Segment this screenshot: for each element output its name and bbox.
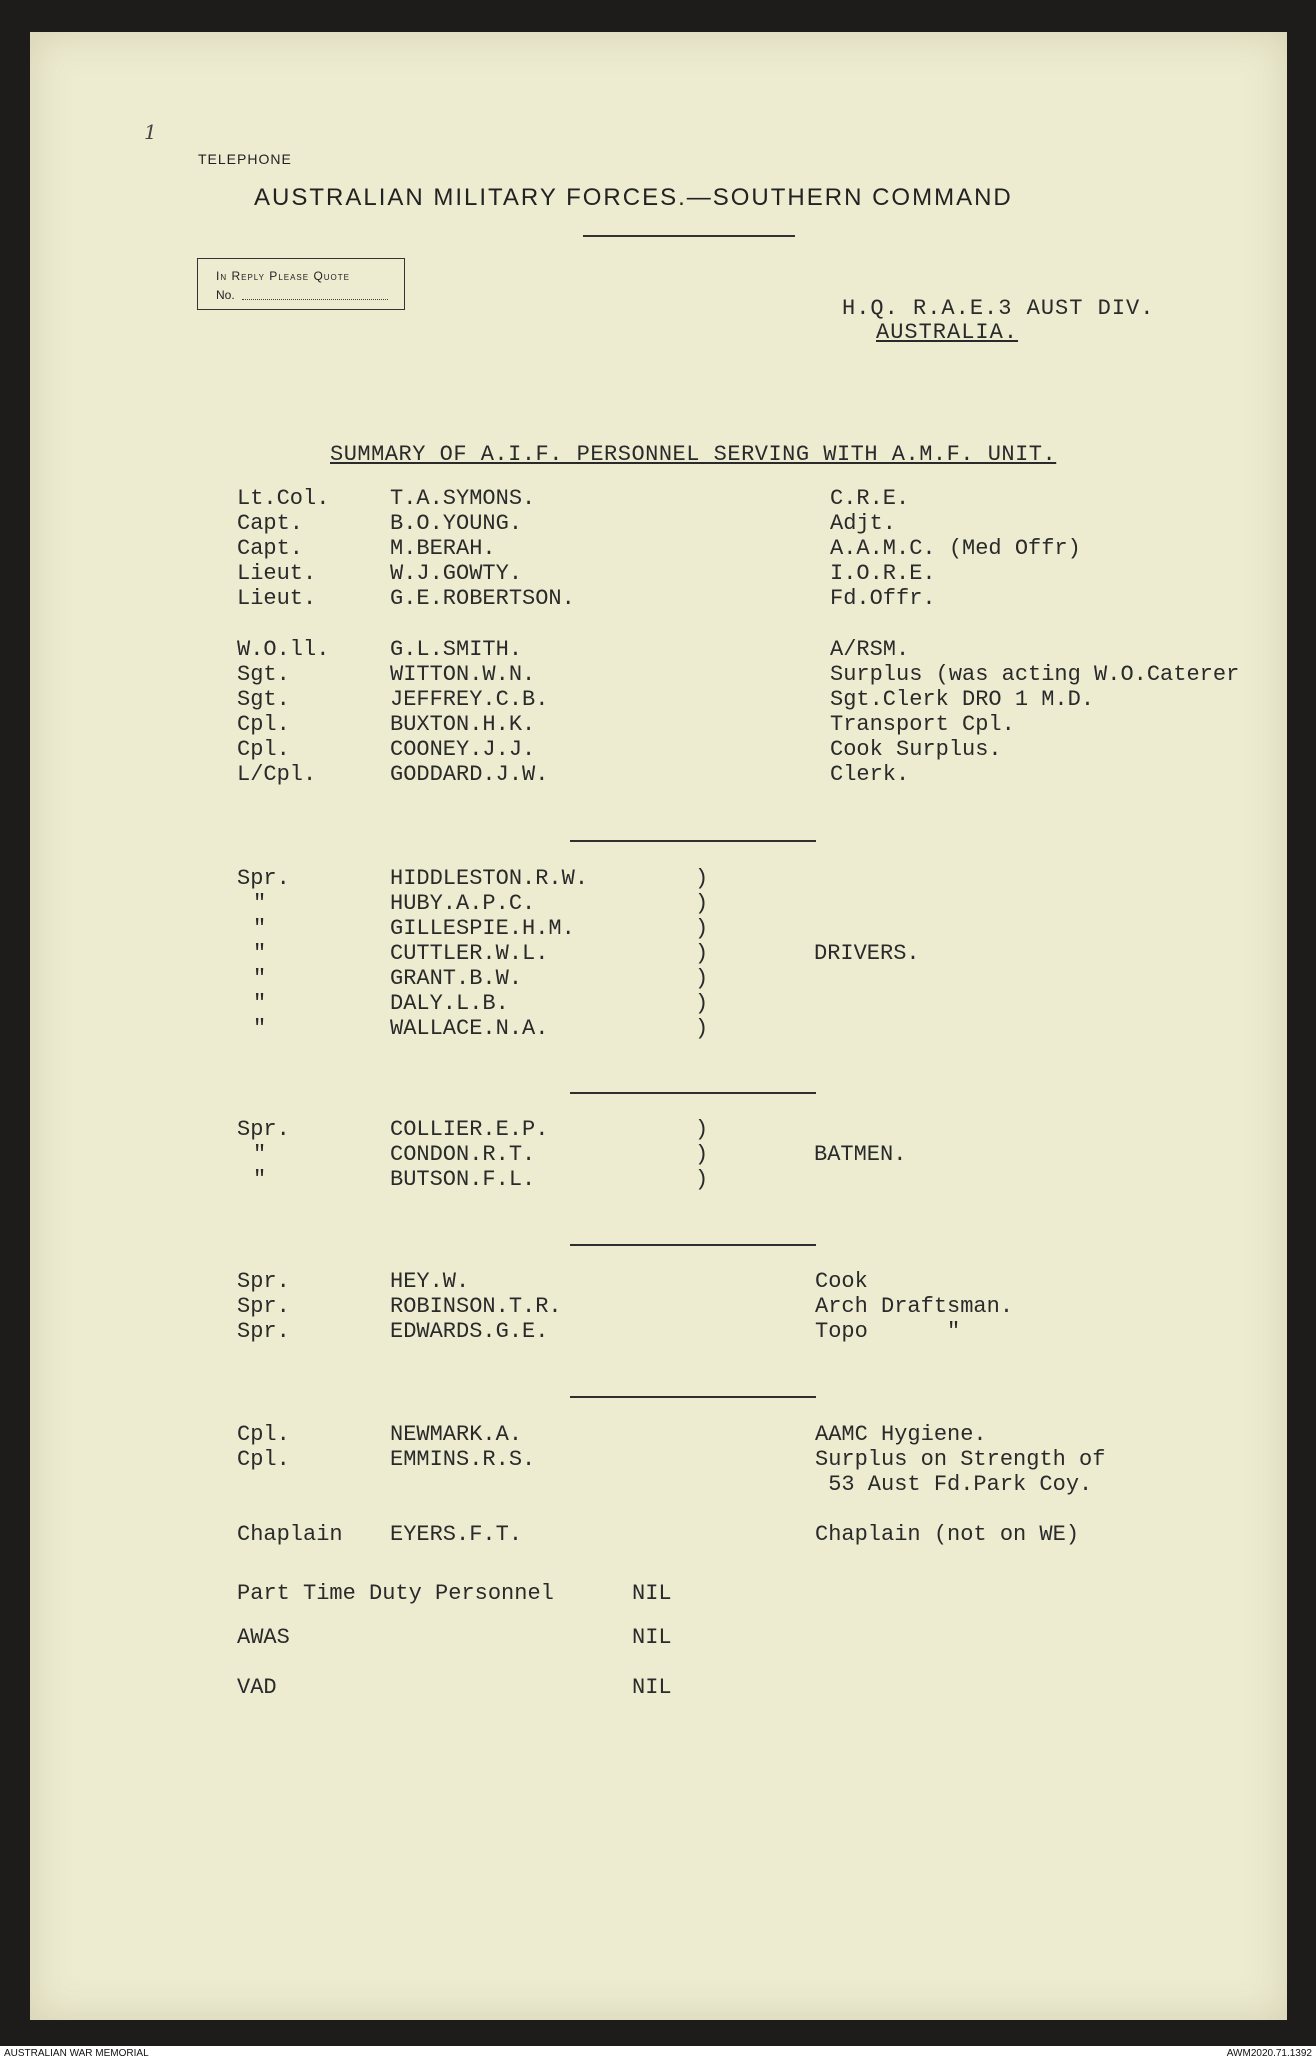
role: Cook Surplus. — [830, 737, 1002, 762]
role: Chaplain (not on WE) — [815, 1522, 1080, 1547]
role: C.R.E. — [830, 486, 910, 511]
rank: " — [253, 1167, 267, 1192]
rank: Lt.Col. — [237, 486, 330, 511]
sapper-row — [30, 1294, 1287, 1319]
name: NEWMARK.A. — [390, 1422, 523, 1447]
role: A.A.M.C. (Med Offr) — [830, 536, 1081, 561]
officer-row — [30, 486, 1287, 511]
nil-label: VAD — [237, 1675, 277, 1700]
chaplain-row — [30, 1522, 1287, 1547]
name: B.O.YOUNG. — [390, 511, 523, 536]
corporal-row — [30, 1447, 1287, 1472]
officer-row — [30, 586, 1287, 611]
driver-row — [30, 866, 1287, 891]
rank: Cpl. — [237, 712, 290, 737]
headquarters-line: H.Q. R.A.E.3 AUST DIV. — [842, 296, 1155, 321]
rank: Cpl. — [237, 1422, 290, 1447]
reply-reference-box — [197, 258, 405, 310]
nco-row — [30, 687, 1287, 712]
rank: " — [253, 991, 267, 1016]
nco-row — [30, 762, 1287, 787]
section-divider — [570, 1396, 816, 1398]
name: ROBINSON.T.R. — [390, 1294, 562, 1319]
rank: Spr. — [237, 1269, 290, 1294]
role-continuation: 53 Aust Fd.Park Coy. — [815, 1472, 1093, 1497]
name: GRANT.B.W. — [390, 966, 523, 991]
section-divider — [570, 1244, 816, 1246]
rank: Chaplain — [237, 1522, 343, 1547]
name: WITTON.W.N. — [390, 662, 536, 687]
driver-row — [30, 1016, 1287, 1041]
name: CONDON.R.T. — [390, 1142, 536, 1167]
driver-row — [30, 916, 1287, 941]
sapper-row — [30, 1319, 1287, 1344]
name: W.J.GOWTY. — [390, 561, 523, 586]
role: Arch Draftsman. — [815, 1294, 1014, 1319]
document-title: SUMMARY OF A.I.F. PERSONNEL SERVING WITH A.M.F. UNIT. — [330, 442, 1057, 467]
archive-footer — [0, 2046, 1316, 2061]
name: COONEY.J.J. — [390, 737, 536, 762]
rank: " — [253, 966, 267, 991]
nil-label: Part Time Duty Personnel — [237, 1581, 554, 1606]
name: BUTSON.F.L. — [390, 1167, 536, 1192]
name: WALLACE.N.A. — [390, 1016, 549, 1041]
telephone-label: TELEPHONE — [198, 151, 292, 167]
name: JEFFREY.C.B. — [390, 687, 549, 712]
rank: Capt. — [237, 511, 304, 536]
headquarters-country: AUSTRALIA. — [876, 320, 1019, 345]
drivers-label: DRIVERS. — [814, 941, 920, 966]
section-divider — [570, 840, 816, 842]
rank: W.O.ll. — [237, 637, 330, 662]
batman-row — [30, 1167, 1287, 1192]
name: M.BERAH. — [390, 536, 496, 561]
rank: Spr. — [237, 1294, 290, 1319]
name: HEY.W. — [390, 1269, 470, 1294]
rank: " — [253, 941, 267, 966]
letterhead-title: AUSTRALIAN MILITARY FORCES.—SOUTHERN COMMAND — [254, 184, 1013, 211]
rank: Cpl. — [237, 737, 290, 762]
name: EDWARDS.G.E. — [390, 1319, 549, 1344]
nco-row — [30, 737, 1287, 762]
role: Surplus (was acting W.O.Caterer — [830, 662, 1240, 687]
rank: Sgt. — [237, 662, 290, 687]
role: AAMC Hygiene. — [815, 1422, 987, 1447]
reply-number-dotted-line — [242, 299, 388, 300]
role: Adjt. — [830, 511, 897, 536]
name: G.L.SMITH. — [390, 637, 523, 662]
reply-number-label: No. — [216, 288, 235, 302]
nil-label: AWAS — [237, 1625, 290, 1650]
driver-row — [30, 991, 1287, 1016]
name: HUBY.A.P.C. — [390, 891, 536, 916]
corporal-continuation — [30, 1472, 1287, 1497]
role: Clerk. — [830, 762, 910, 787]
accession-number: AWM2020.71.1392 — [1226, 2048, 1312, 2059]
rank: Spr. — [237, 1319, 290, 1344]
driver-row — [30, 966, 1287, 991]
name: DALY.L.B. — [390, 991, 509, 1016]
nil-value: NIL — [632, 1675, 672, 1700]
role: Topo " — [815, 1319, 961, 1344]
nco-row — [30, 712, 1287, 737]
letterhead-rule — [583, 235, 795, 237]
section-divider — [570, 1092, 816, 1094]
rank: " — [253, 1016, 267, 1041]
role: Sgt.Clerk DRO 1 M.D. — [830, 687, 1095, 712]
role: Cook — [815, 1269, 868, 1294]
batman-row — [30, 1142, 1287, 1167]
corporal-row — [30, 1422, 1287, 1447]
rank: Sgt. — [237, 687, 290, 712]
role: A/RSM. — [830, 637, 910, 662]
rank: " — [253, 916, 267, 941]
role: Surplus on Strength of — [815, 1447, 1106, 1472]
name: BUXTON.H.K. — [390, 712, 536, 737]
rank: " — [253, 1142, 267, 1167]
nil-value: NIL — [632, 1581, 672, 1606]
rank: Lieut. — [237, 561, 317, 586]
nco-row — [30, 637, 1287, 662]
name: G.E.ROBERTSON. — [390, 586, 575, 611]
role: I.O.R.E. — [830, 561, 936, 586]
rank: " — [253, 891, 267, 916]
reply-label: In Reply Please Quote — [216, 269, 350, 283]
nco-row — [30, 662, 1287, 687]
name: COLLIER.E.P. — [390, 1117, 549, 1142]
officer-row — [30, 511, 1287, 536]
role: Fd.Offr. — [830, 586, 936, 611]
nil-value: NIL — [632, 1625, 672, 1650]
rank: Spr. — [237, 866, 290, 891]
nil-row — [30, 1675, 1287, 1700]
officer-row — [30, 561, 1287, 586]
rank: Lieut. — [237, 586, 317, 611]
archive-credit: AUSTRALIAN WAR MEMORIAL — [4, 2048, 149, 2059]
driver-row — [30, 941, 1287, 966]
batman-row — [30, 1117, 1287, 1142]
name: EYERS.F.T. — [390, 1522, 523, 1547]
rank: Spr. — [237, 1117, 290, 1142]
name: HIDDLESTON.R.W. — [390, 866, 589, 891]
rank: L/Cpl. — [237, 762, 317, 787]
driver-row — [30, 891, 1287, 916]
name: GILLESPIE.H.M. — [390, 916, 575, 941]
rank: Cpl. — [237, 1447, 290, 1472]
sapper-row — [30, 1269, 1287, 1294]
name: T.A.SYMONS. — [390, 486, 536, 511]
batmen-label: BATMEN. — [814, 1142, 907, 1167]
nil-row — [30, 1625, 1287, 1650]
name: EMMINS.R.S. — [390, 1447, 536, 1472]
page-number-mark: 1 — [144, 120, 157, 144]
nil-row — [30, 1581, 1287, 1606]
officer-row — [30, 536, 1287, 561]
rank: Capt. — [237, 536, 304, 561]
document-page: 1 TELEPHONE AUSTRALIAN MILITARY FORCES.—SOUTHERN COMMAND In Reply Please Quote No. H.Q. R.A.E.3 AUST DIV. AUSTRALIA. SUMMARY OF A.I.F. PERSONNEL SERVING WITH A.M.F. UNIT. Lt.Col. T.A.SYMONS. C.R.E. Capt. B.O.YOUNG. Adjt. Capt. M.BERAH. A.A.M.C. (Med Offr) Lieut. W.J.GOWTY. I.O.R.E. Lieut. G.E.ROBERTSON. Fd.Offr. W.O.ll. G.L.SMITH. A/RSM. Sgt. WITTON.W.N. Surplus (was acting W.O.Caterer Sgt. JEFFREY.C.B. Sgt.Clerk DRO 1 M.D. Cpl. BUXTON.H.K. Transport Cpl. Cpl. COONEY.J.J. Cook Surplus. L/Cpl. GODDARD.J.W. Clerk. Spr. HIDDLESTON.R.W. " HUBY.A.P.C. " GILLESPIE.H.M. " CUTTLER.W.L. " GRANT.B.W. " DALY.L.B. " WALLACE.N.A. ) ) ) ) ) ) ) DRIVERS. Spr. COLLIER.E.P. " CONDON.R.T. " BUTSON.F.L. ) ) ) BATMEN. Spr. HEY.W. Cook Spr. ROBINSON.T.R. Arch Draftsman. Spr. EDWARDS.G.E. Topo " Cpl. NEWMARK.A. AAMC Hygiene. Cpl. EMMINS.R.S. Surplus on Strength of 53 Aust Fd.Park Coy. Chaplain EYERS.F.T. Chaplain (not on WE) Part Time Duty Personnel NIL AWAS NIL VAD NIL — [30, 32, 1287, 2020]
name: GODDARD.J.W. — [390, 762, 549, 787]
role: Transport Cpl. — [830, 712, 1015, 737]
name: CUTTLER.W.L. — [390, 941, 549, 966]
